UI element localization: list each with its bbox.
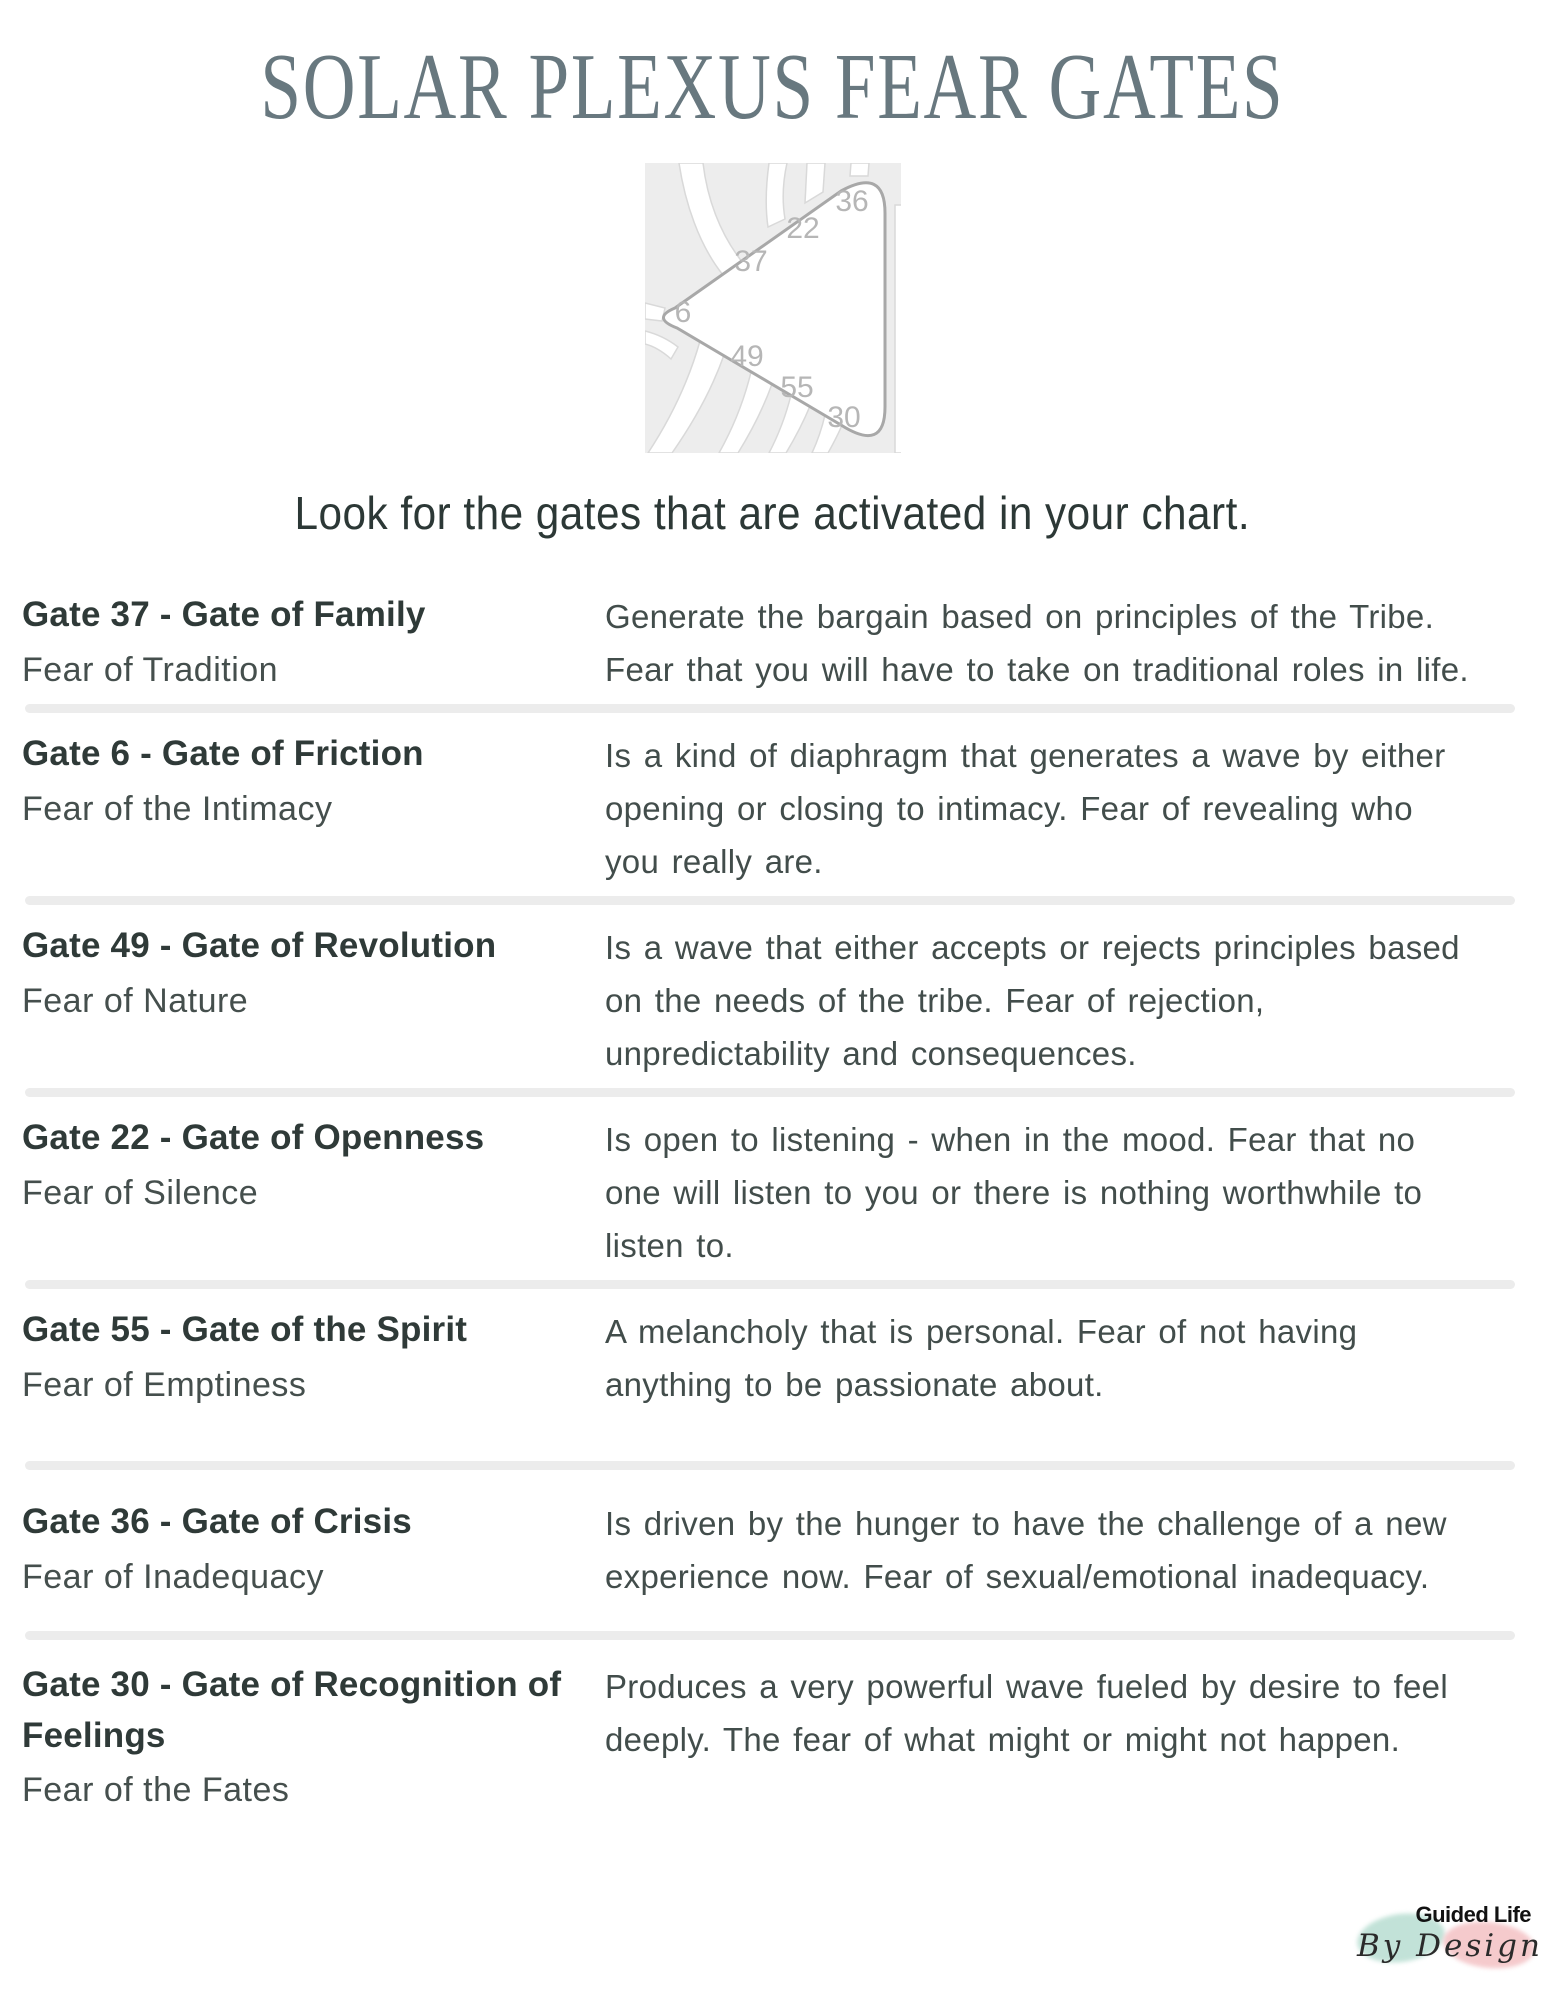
diagram-gate-55: 55 <box>779 370 814 404</box>
gate-fear: Fear of Nature <box>22 981 249 1020</box>
gates-list <box>0 574 1545 1819</box>
gate-row-30 <box>0 1640 1545 1819</box>
gate-fear: Fear of the Intimacy <box>22 789 333 828</box>
logo-script: By Design <box>1357 1928 1543 1964</box>
gate-fear: Fear of Silence <box>22 1173 259 1212</box>
section-divider <box>25 1461 1515 1470</box>
gate-title-block <box>22 1660 605 1811</box>
diagram-gate-30: 30 <box>826 400 861 434</box>
gate-heading: Gate 37 - Gate of Family <box>22 594 426 634</box>
gate-description: A melancholy that is personal. Fear of not having anything to be passionate about. <box>605 1312 1358 1403</box>
gate-description: Is a kind of diaphragm that generates a wave by either opening or closing to intimacy. Fear of revealing who you really are. <box>605 736 1446 880</box>
gate-description: Is open to listening - when in the mood. Fear that no one will listen to you or there is nothing worthwhile to listen to. <box>605 1120 1423 1264</box>
gate-heading: Gate 55 - Gate of the Spirit <box>22 1309 468 1349</box>
brand-logo <box>1357 1898 1543 1980</box>
gate-title-block <box>22 729 605 888</box>
gate-title-block <box>22 1305 605 1411</box>
diagram-gate-37: 37 <box>733 244 768 278</box>
gate-row-6 <box>0 713 1545 896</box>
gate-description: Generate the bargain based on principles of the Tribe. Fear that you will have to take on traditional roles in life. <box>605 597 1469 688</box>
section-divider <box>25 896 1515 905</box>
subtitle-container <box>0 486 1545 540</box>
diagram-gate-49: 49 <box>729 339 764 373</box>
gate-heading: Gate 49 - Gate of Revolution <box>22 925 497 965</box>
diagram-gate-6: 6 <box>674 295 691 329</box>
gate-fear: Fear of the Fates <box>22 1771 290 1810</box>
page-title-text: SOLAR PLEXUS FEAR GATES <box>260 33 1285 139</box>
gate-title-block <box>22 590 605 696</box>
gate-description: Produces a very powerful wave fueled by desire to feel deeply. The fear of what might or might not happen. <box>605 1667 1448 1758</box>
section-divider <box>25 704 1515 713</box>
page-title <box>0 33 1545 139</box>
gate-row-49 <box>0 905 1545 1088</box>
gate-heading: Gate 36 - Gate of Crisis <box>22 1501 412 1541</box>
solar-plexus-center-diagram <box>645 163 901 453</box>
section-divider <box>25 1631 1515 1640</box>
gate-row-37 <box>0 574 1545 704</box>
gate-row-22 <box>0 1097 1545 1280</box>
diagram-gate-22: 22 <box>785 211 820 245</box>
gate-heading: Gate 30 - Gate of Recognition of Feelings <box>22 1664 562 1755</box>
gate-row-36 <box>0 1470 1545 1631</box>
gate-description: Is driven by the hunger to have the challenge of a new experience now. Fear of sexual/emotional inadequacy. <box>605 1504 1447 1595</box>
gate-heading: Gate 22 - Gate of Openness <box>22 1117 485 1157</box>
gate-row-55 <box>0 1289 1545 1461</box>
gate-title-block <box>22 1497 605 1603</box>
gate-fear: Fear of Tradition <box>22 650 279 689</box>
diagram-gate-36: 36 <box>834 184 869 218</box>
gate-heading: Gate 6 - Gate of Friction <box>22 733 424 773</box>
gate-description: Is a wave that either accepts or rejects principles based on the needs of the tribe. Fear of rejection, unpredictability and consequences. <box>605 928 1460 1072</box>
gate-title-block <box>22 1113 605 1272</box>
page-subtitle: Look for the gates that are activated in your chart. <box>294 486 1251 539</box>
gate-fear: Fear of Inadequacy <box>22 1557 324 1596</box>
diagram-container <box>0 163 1545 458</box>
logo-wordmark: Guided Life <box>1415 1902 1531 1927</box>
gate-title-block <box>22 921 605 1080</box>
section-divider <box>25 1088 1515 1097</box>
section-divider <box>25 1280 1515 1289</box>
gate-fear: Fear of Emptiness <box>22 1365 307 1404</box>
